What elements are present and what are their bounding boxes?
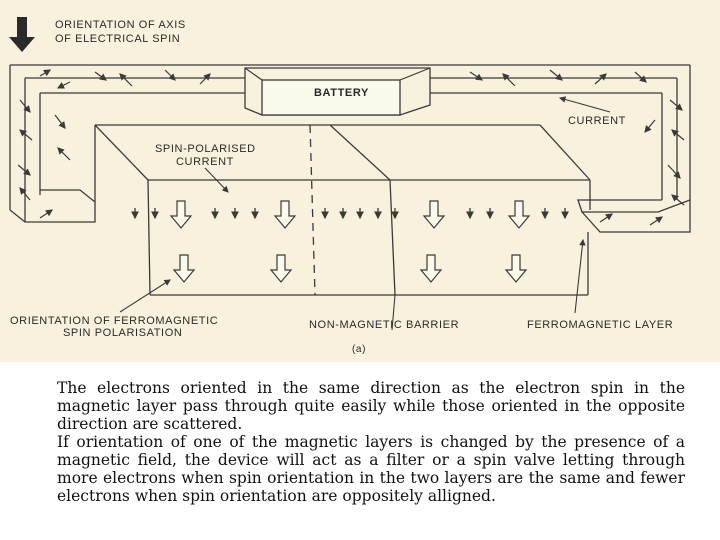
barrier-label: NON-MAGNETIC BARRIER <box>309 319 460 331</box>
ferro-orientation-label-2: SPIN POLARISATION <box>63 327 183 339</box>
axis-orientation-label-2: OF ELECTRICAL SPIN <box>55 33 181 45</box>
spin-current-label-2: CURRENT <box>176 156 234 168</box>
panel-label: (a) <box>352 344 367 355</box>
caption-paragraph-2: If orientation of one of the magnetic layers is changed by the presence of a magnetic field, the device will act as a filter or a spin valve letting through more electrons when spin orientation in the two layers are the same and fewer electrons when spin orientation are oppositely alligned. <box>57 433 685 505</box>
battery <box>245 68 430 115</box>
axis-orientation-label-1: ORIENTATION OF AXIS <box>55 19 186 31</box>
caption <box>57 379 685 505</box>
ferro-layer-label: FERROMAGNETIC LAYER <box>527 319 674 331</box>
caption-paragraph-1: The electrons oriented in the same direction as the electron spin in the magnetic layer pass through quite easily while those oriented in the opposite direction are scattered. <box>57 379 685 433</box>
spin-current-label-1: SPIN-POLARISED <box>155 143 256 155</box>
ferro-orientation-label-1: ORIENTATION OF FERROMAGNETIC <box>10 315 219 327</box>
battery-label: BATTERY <box>314 87 369 99</box>
current-label: CURRENT <box>568 115 626 127</box>
